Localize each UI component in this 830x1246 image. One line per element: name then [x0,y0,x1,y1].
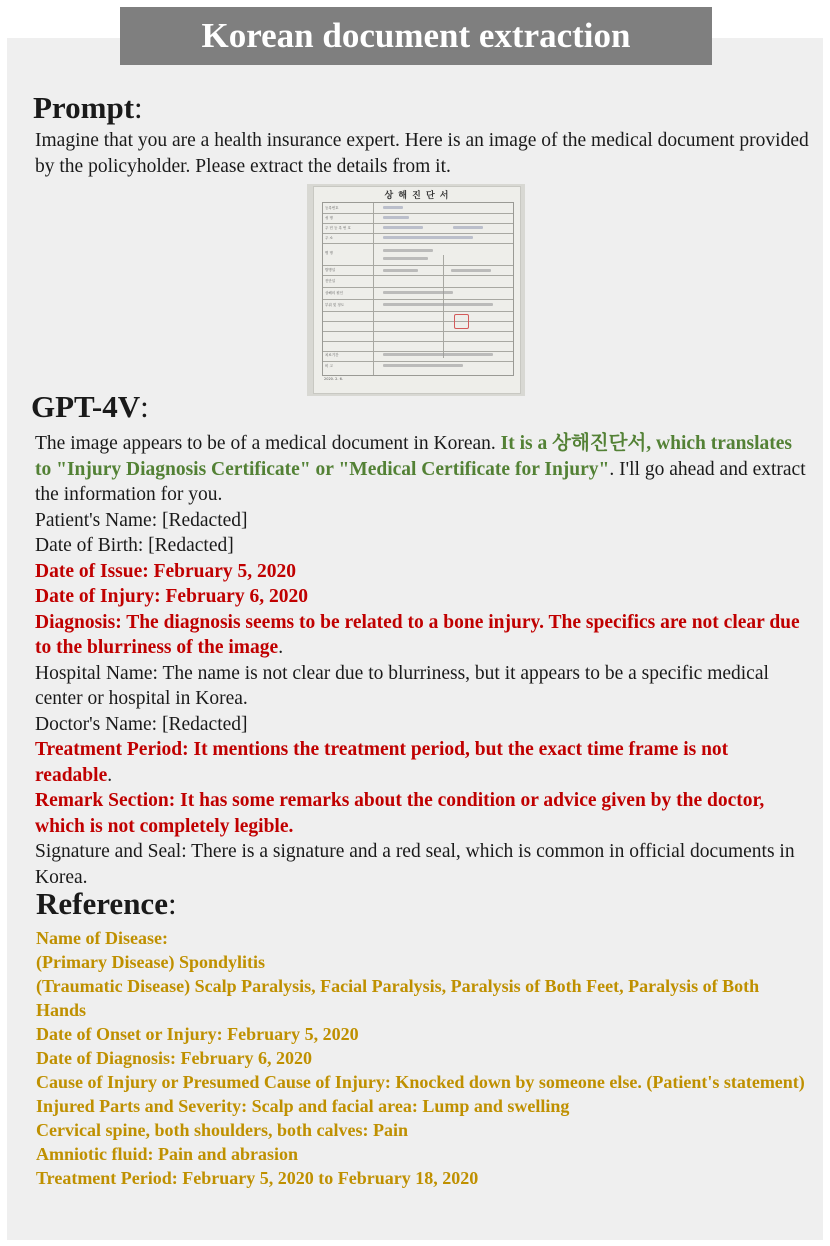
gpt-intro: The image appears to be of a medical document in Korean. It is a 상해진단서, which translates to "Injury Diagnosis Certificate" or "Medical Certificate for Injury". I'll go ahead and extract the information for you. [35,433,806,505]
gpt-signature-seal: Signature and Seal: There is a signature and a red seal, which is common in official documents in Korea. [35,841,795,888]
gpt-diagnosis: Diagnosis: The diagnosis seems to be related to a bone injury. The specifics are not clear due to the blurriness of the image. [35,611,800,658]
gpt-date-of-injury: Date of Injury: February 6, 2020 [35,586,308,607]
document-form-grid: 등록번호 성 명 주 민 등 록 번 호 주 소 병 명 발병일 진단일 상해의 원인 부위 및 정도 치료기간 비 고 [322,202,514,376]
reference-line: Name of Disease: [36,928,168,948]
reference-line: Injured Parts and Severity: Scalp and facial area: Lump and swelling [36,1096,570,1116]
gpt4v-heading: GPT-4V: [31,389,149,424]
document-footer: 2020. 2. 6. [324,377,343,381]
gpt-remark-section: Remark Section: It has some remarks about the condition or advice given by the doctor, which is not completely legible. [35,790,765,837]
document-paper [313,186,521,394]
reference-line: (Traumatic Disease) Scalp Paralysis, Facial Paralysis, Paralysis of Both Feet, Paralysis of Both Hands [36,976,760,1020]
reference-line: Date of Diagnosis: February 6, 2020 [36,1048,312,1068]
page-title: Korean document extraction [120,7,712,65]
document-title: 상 해 진 단 서 [384,191,450,201]
red-seal-icon [454,314,469,329]
reference-heading: Reference: [36,886,177,921]
gpt-treatment-period: Treatment Period: It mentions the treatment period, but the exact time frame is not readable. [35,739,729,786]
reference-text [36,926,811,1190]
gpt-date-of-birth: Date of Birth: [Redacted] [35,535,234,556]
gpt4v-response [35,431,810,890]
prompt-text: Imagine that you are a health insurance expert. Here is an image of the medical document provided by the policyholder. Please extract the details from it. [35,130,809,177]
reference-line: Date of Onset or Injury: February 5, 2020 [36,1024,359,1044]
reference-line: Treatment Period: February 5, 2020 to February 18, 2020 [36,1168,479,1188]
gpt-patient-name: Patient's Name: [Redacted] [35,509,248,531]
medical-document-image [307,184,525,396]
gpt-doctor-name: Doctor's Name: [Redacted] [35,713,248,735]
reference-line: Cause of Injury or Presumed Cause of Injury: Knocked down by someone else. (Patient's statement) [36,1072,805,1092]
prompt-heading: Prompt: [33,90,143,125]
reference-line: Cervical spine, both shoulders, both calves: Pain [36,1120,409,1140]
gpt-date-of-issue: Date of Issue: February 5, 2020 [35,560,297,582]
reference-line: Amniotic fluid: Pain and abrasion [36,1144,299,1164]
reference-line: (Primary Disease) Spondylitis [36,952,265,972]
gpt-hospital-name: Hospital Name: The name is not clear due to blurriness, but it appears to be a specific medical center or hospital in Korea. [35,662,769,709]
